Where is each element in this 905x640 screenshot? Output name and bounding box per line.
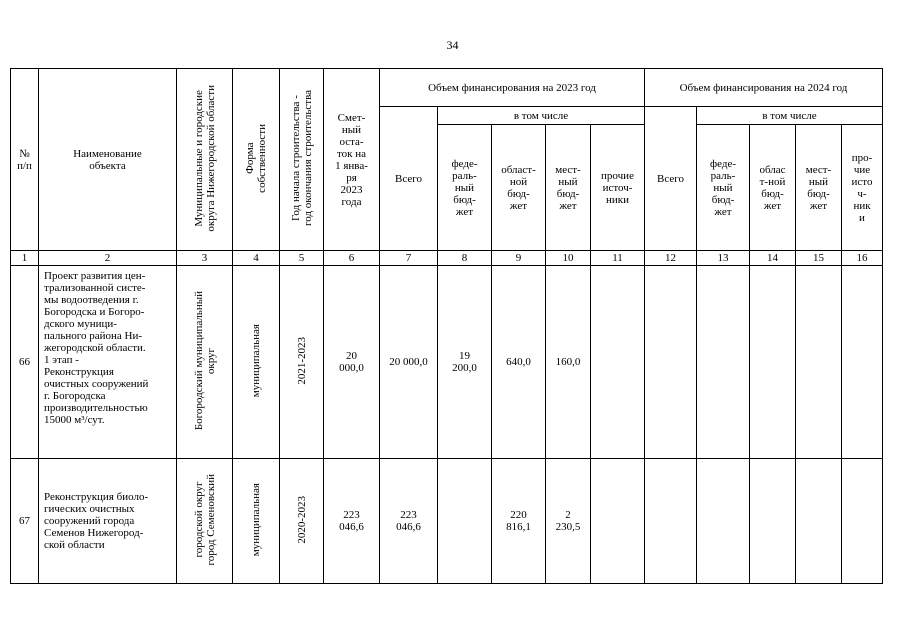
column-number: 4 — [233, 251, 280, 266]
column-number: 8 — [438, 251, 492, 266]
row-local-2023: 2 230,5 — [546, 459, 591, 584]
row-municipality-text: Богородский муниципальный округ — [192, 290, 217, 431]
header-regional-2024: облас т-ной бюд- жет — [750, 125, 796, 251]
header-years-text: Год начала строительства - год окончания строительства — [289, 90, 314, 226]
column-number: 15 — [796, 251, 842, 266]
header-local-2023: мест- ный бюд- жет — [546, 125, 591, 251]
row-ownership-text: муниципальная — [250, 323, 262, 398]
row-years-text: 2020-2023 — [295, 495, 308, 544]
row-total-2023: 223 046,6 — [380, 459, 438, 584]
header-municipality — [177, 69, 233, 251]
header-estimate: Смет- ный остa- ток на 1 янва- ря 2023 года — [324, 69, 380, 251]
row-municipality — [177, 266, 233, 459]
row-ownership — [233, 266, 280, 459]
row-estimate: 20 000,0 — [324, 266, 380, 459]
row-local-2024 — [796, 266, 842, 459]
row-total-2024 — [645, 266, 697, 459]
row-municipality-text: городской округ город Семеновский — [192, 473, 217, 566]
header-ownership — [233, 69, 280, 251]
header-no: № п/п — [11, 69, 39, 251]
row-ownership-text: муниципальная — [250, 482, 262, 557]
header-ownership-text: Форма собственности — [244, 123, 268, 193]
row-total-2024 — [645, 459, 697, 584]
row-years — [280, 266, 324, 459]
row-years — [280, 459, 324, 584]
column-number: 1 — [11, 251, 39, 266]
row-regional-2024 — [750, 266, 796, 459]
column-number: 3 — [177, 251, 233, 266]
header-federal-2023: феде- раль- ный бюд- жет — [438, 125, 492, 251]
row-years-text: 2021-2023 — [295, 336, 308, 385]
table-row — [11, 459, 883, 584]
header-total-2024: Всего — [645, 107, 697, 251]
header-regional-2023: област- ной бюд- жет — [492, 125, 546, 251]
column-number: 16 — [842, 251, 883, 266]
page-number: 34 — [446, 38, 459, 52]
header-other-2024: про- чие исто ч- ник и — [842, 125, 883, 251]
header-including-2023: в том числе — [438, 107, 645, 125]
column-number: 5 — [280, 251, 324, 266]
header-years — [280, 69, 324, 251]
header-fin-2023: Объем финансирования на 2023 год — [380, 69, 645, 107]
header-name: Наименование объекта — [39, 69, 177, 251]
header-total-2023: Всего — [380, 107, 438, 251]
column-number: 9 — [492, 251, 546, 266]
row-regional-2023: 640,0 — [492, 266, 546, 459]
row-other-2024 — [842, 266, 883, 459]
row-name: Проект развития цен- трализованной систе- мы водоотведения г. Богородска и Богоро- дского муници- пального района Ни- жегородской области. 1 этап - Реконструкция очистных сооружений г. Богородска производительностью 15000 м³/сут. — [39, 266, 177, 459]
header-local-2024: мест- ный бюд- жет — [796, 125, 842, 251]
column-number: 7 — [380, 251, 438, 266]
column-number: 13 — [697, 251, 750, 266]
column-number: 11 — [591, 251, 645, 266]
column-number: 6 — [324, 251, 380, 266]
row-other-2024 — [842, 459, 883, 584]
financing-table — [10, 68, 883, 584]
column-number: 14 — [750, 251, 796, 266]
row-regional-2024 — [750, 459, 796, 584]
row-federal-2023: 19 200,0 — [438, 266, 492, 459]
header-federal-2024: феде- раль- ный бюд- жет — [697, 125, 750, 251]
row-federal-2024 — [697, 266, 750, 459]
row-name: Реконструкция биоло- гических очистных сооружений города Семенов Нижегород- ской области — [39, 459, 177, 584]
row-ownership — [233, 459, 280, 584]
header-fin-2024: Объем финансирования на 2024 год — [645, 69, 883, 107]
header-including-2024: в том числе — [697, 107, 883, 125]
row-local-2023: 160,0 — [546, 266, 591, 459]
row-local-2024 — [796, 459, 842, 584]
column-number: 10 — [546, 251, 591, 266]
row-municipality — [177, 459, 233, 584]
column-number: 2 — [39, 251, 177, 266]
header-other-2023: прочие источ- ники — [591, 125, 645, 251]
header-municipality-text: Муниципальные и городские округа Нижегородской области — [192, 84, 217, 232]
row-federal-2023 — [438, 459, 492, 584]
table-row — [11, 266, 883, 459]
row-no: 67 — [11, 459, 39, 584]
column-number: 12 — [645, 251, 697, 266]
column-numbers-row — [11, 251, 883, 266]
row-regional-2023: 220 816,1 — [492, 459, 546, 584]
row-total-2023: 20 000,0 — [380, 266, 438, 459]
row-federal-2024 — [697, 459, 750, 584]
row-other-2023 — [591, 266, 645, 459]
row-no: 66 — [11, 266, 39, 459]
row-estimate: 223 046,6 — [324, 459, 380, 584]
row-other-2023 — [591, 459, 645, 584]
